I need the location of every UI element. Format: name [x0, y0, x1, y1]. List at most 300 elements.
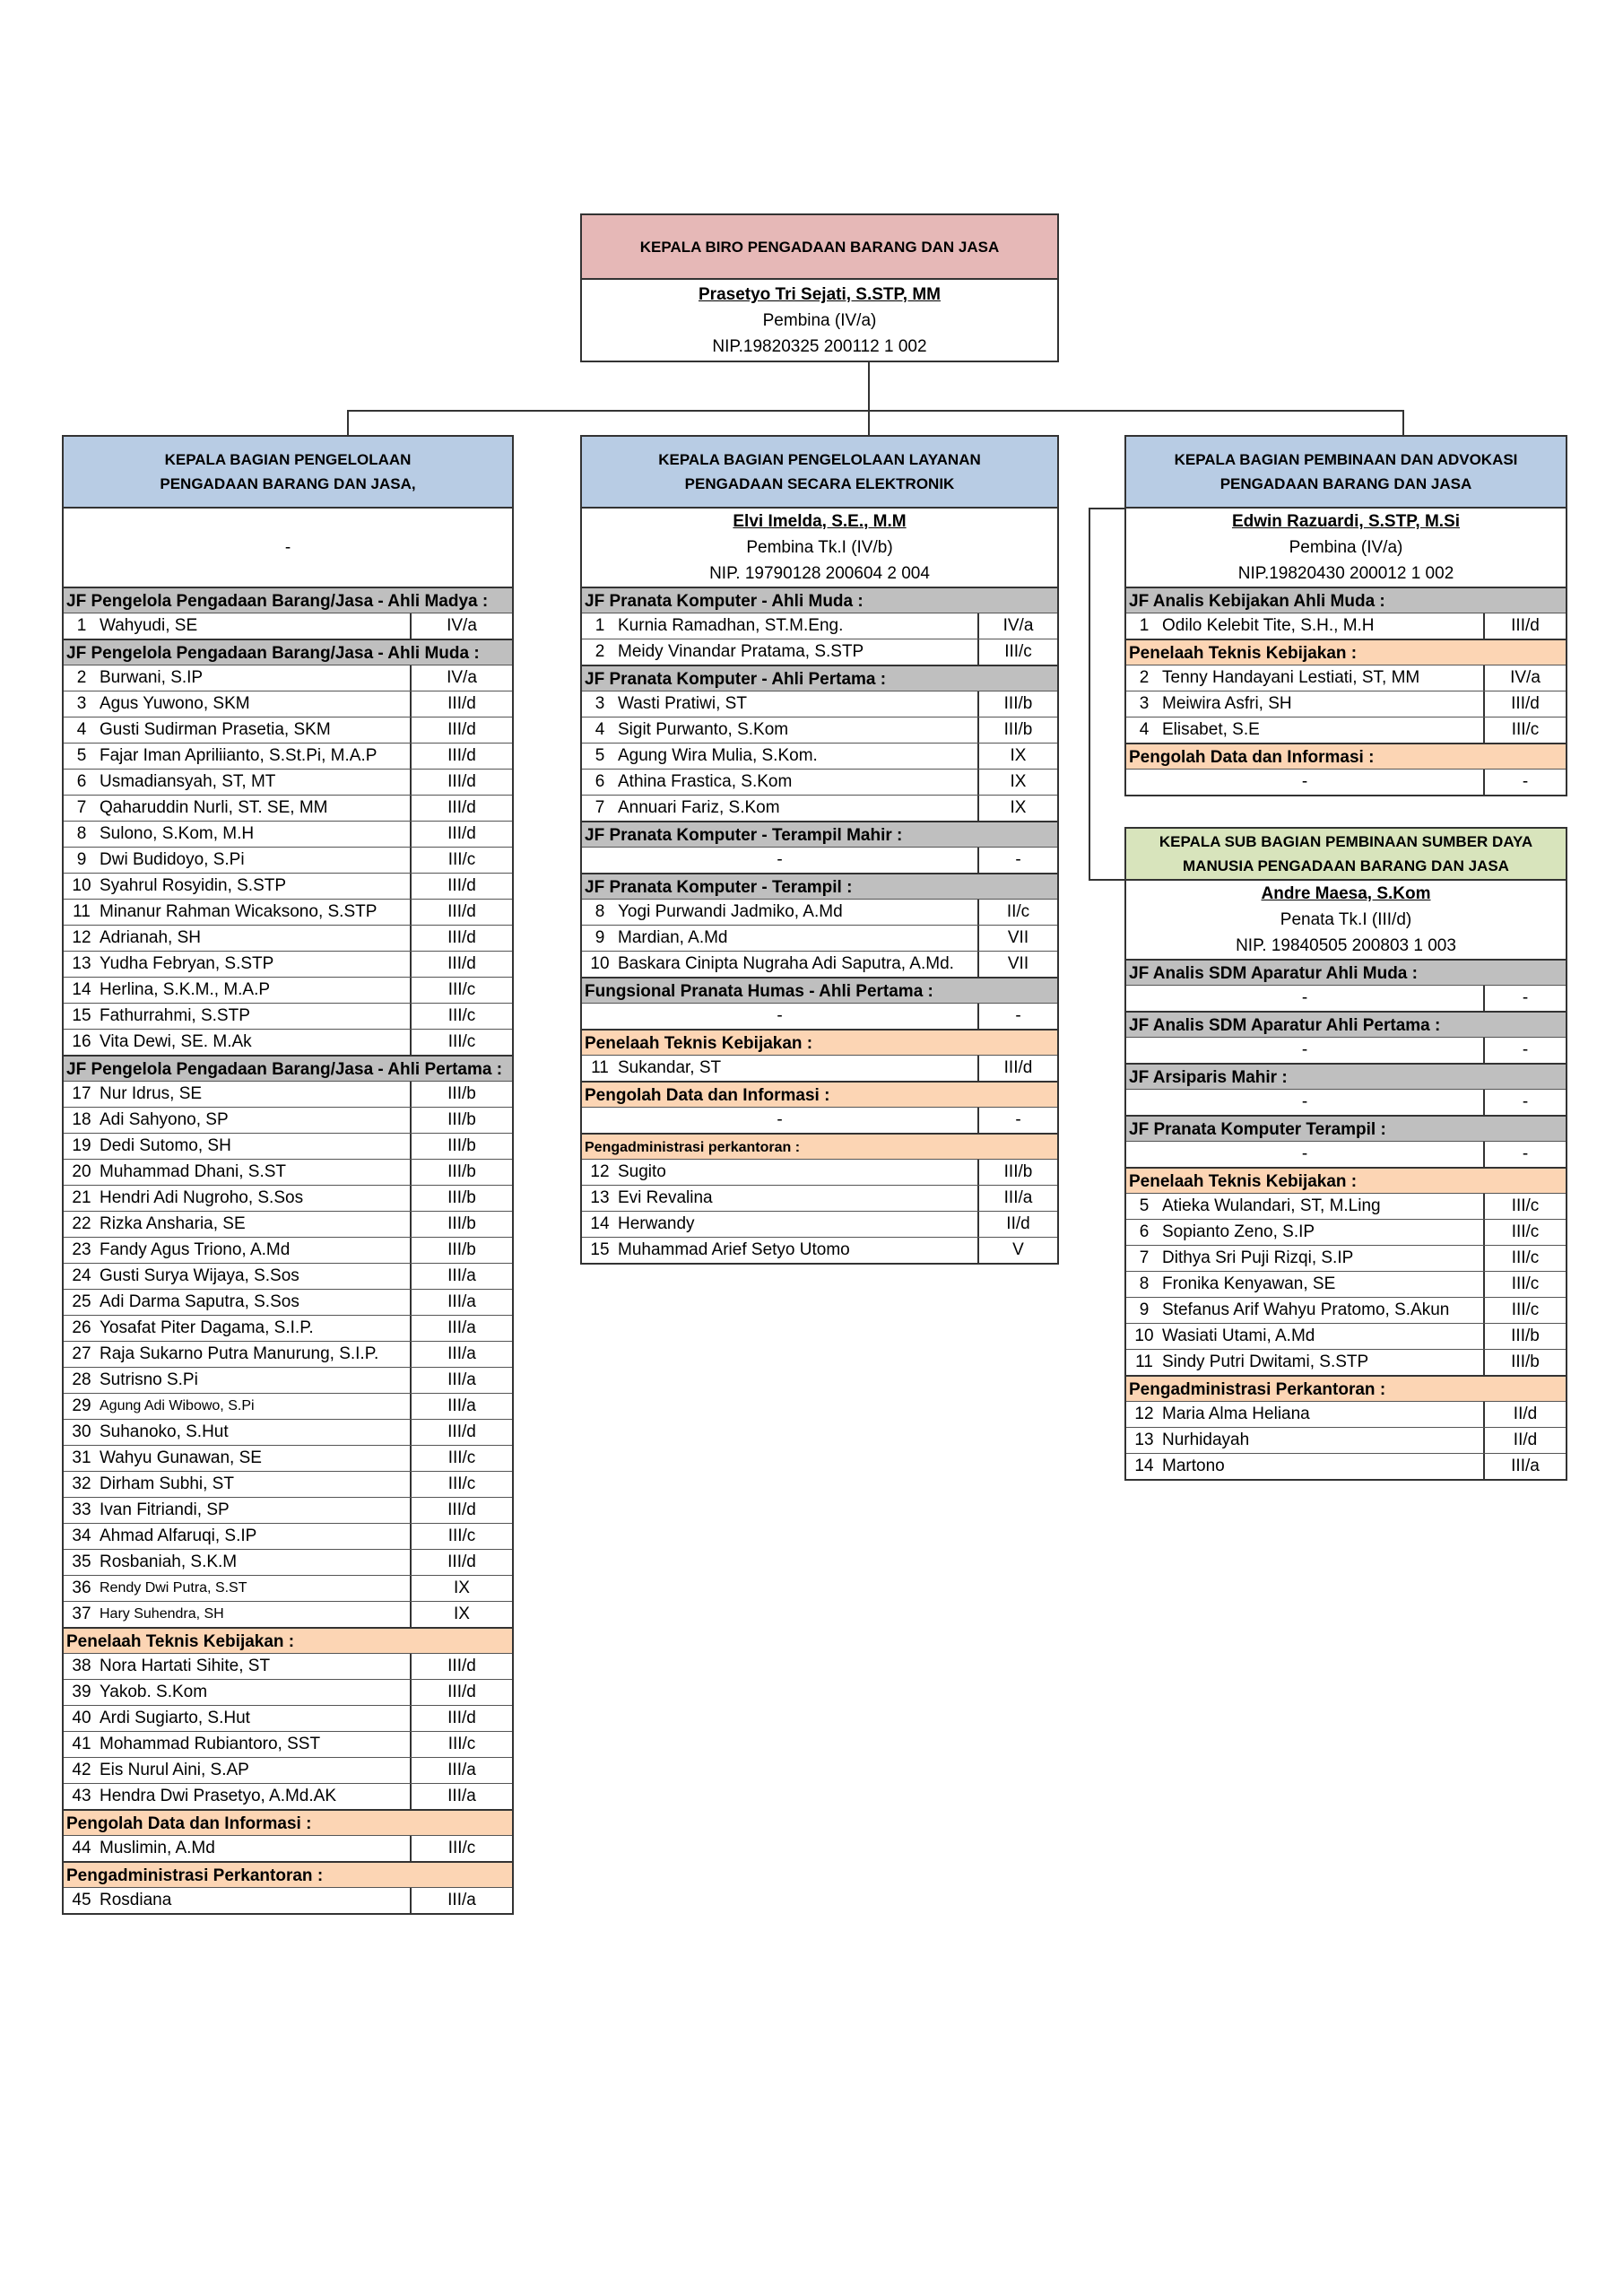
staff-row [1126, 1037, 1566, 1063]
staff-number: 5 [595, 746, 605, 765]
staff-name: Baskara Cinipta Nugraha Adi Saputra, A.Md. [618, 954, 954, 973]
staff-number: 14 [1134, 1457, 1154, 1475]
staff-number: 8 [76, 824, 87, 843]
staff-grade: III/a [410, 1784, 512, 1809]
staff-number: 14 [72, 980, 91, 999]
staff-name: Gusti Sudirman Prasetia, SKM [100, 720, 331, 739]
staff-number: 4 [1139, 720, 1150, 739]
staff-grade: III/c [410, 1030, 512, 1055]
staff-number: 12 [72, 928, 91, 947]
staff-grade: III/a [410, 1394, 512, 1419]
staff-row [582, 613, 1057, 639]
staff-row [582, 1055, 1057, 1081]
staff-row [64, 847, 512, 873]
staff-grade: III/c [1483, 1246, 1566, 1271]
staff-grade: III/b [410, 1186, 512, 1211]
staff-grade: - [1483, 1038, 1566, 1063]
col3-title [1126, 437, 1566, 509]
staff-grade: - [1483, 986, 1566, 1011]
col1-box [62, 435, 514, 1915]
staff-grade: III/d [410, 926, 512, 951]
staff-name: Annuari Fariz, S.Kom [618, 798, 780, 817]
staff-grade: III/a [410, 1368, 512, 1393]
staff-name: Sigit Purwanto, S.Kom [618, 720, 789, 739]
staff-row [64, 1653, 512, 1679]
staff-name: Muhammad Arief Setyo Utomo [618, 1240, 850, 1259]
staff-row [64, 1835, 512, 1861]
staff-number: 3 [76, 694, 87, 713]
staff-row [64, 743, 512, 769]
staff-grade: VII [977, 952, 1057, 977]
staff-number: 15 [72, 1006, 91, 1025]
staff-number: 33 [72, 1500, 91, 1519]
staff-grade: II/c [977, 900, 1057, 925]
staff-number: 3 [595, 694, 605, 713]
head-title: KEPALA BIRO PENGADAAN BARANG DAN JASA [582, 215, 1057, 280]
staff-row [582, 847, 1057, 873]
col3-nip: NIP.19820430 200012 1 002 [1237, 564, 1454, 583]
staff-name: Nur Idrus, SE [100, 1084, 203, 1103]
staff-name: Wahyu Gunawan, SE [100, 1448, 262, 1467]
col4-title-line2: MANUSIA PENGADAAN BARANG DAN JASA [1183, 857, 1509, 874]
staff-number: 24 [72, 1266, 91, 1285]
section-header: JF Pengelola Pengadaan Barang/Jasa - Ahli Madya : [64, 587, 512, 613]
staff-number: 30 [72, 1422, 91, 1441]
col4-roster [1126, 959, 1566, 1479]
staff-name: Odilo Kelebit Tite, S.H., M.H [1162, 616, 1375, 635]
staff-name: Rosbaniah, S.K.M [100, 1552, 238, 1571]
staff-grade: II/d [1483, 1428, 1566, 1453]
staff-grade: III/d [410, 1420, 512, 1445]
staff-number: 5 [1139, 1196, 1150, 1215]
staff-grade: III/b [977, 1160, 1057, 1185]
staff-name: Stefanus Arif Wahyu Pratomo, S.Akun [1162, 1300, 1450, 1319]
staff-number: 12 [590, 1162, 610, 1181]
staff-name: Herlina, S.K.M., M.A.P [100, 980, 271, 999]
staff-number: 5 [76, 746, 87, 765]
head-rank: Pembina (IV/a) [762, 311, 877, 330]
staff-name: Fajar Iman Apriliianto, S.St.Pi, M.A.P [100, 746, 378, 765]
section-header: JF Analis Kebijakan Ahli Muda : [1126, 587, 1566, 613]
staff-grade: III/b [977, 691, 1057, 717]
staff-name: Mardian, A.Md [618, 928, 728, 947]
col1-title [64, 437, 512, 509]
staff-number: 32 [72, 1474, 91, 1493]
staff-name: Agung Adi Wibowo, S.Pi [100, 1398, 255, 1413]
staff-number: 44 [72, 1839, 91, 1857]
staff-grade: III/d [410, 1706, 512, 1731]
staff-number: 11 [1135, 1352, 1153, 1371]
staff-number: 6 [1139, 1222, 1150, 1241]
staff-row [64, 1575, 512, 1601]
staff-grade: - [977, 1108, 1057, 1133]
staff-name: Wahyudi, SE [100, 616, 198, 635]
staff-grade: III/b [1483, 1324, 1566, 1349]
staff-name: Suhanoko, S.Hut [100, 1422, 229, 1441]
staff-row [582, 691, 1057, 717]
staff-row [582, 1185, 1057, 1211]
staff-row [64, 1471, 512, 1497]
staff-row [64, 1523, 512, 1549]
staff-grade: IV/a [410, 613, 512, 639]
staff-number: 41 [72, 1735, 91, 1753]
staff-grade: III/c [410, 1446, 512, 1471]
staff-number: 43 [72, 1787, 91, 1805]
staff-grade: III/d [410, 770, 512, 795]
staff-grade: III/b [977, 718, 1057, 743]
staff-row [64, 1185, 512, 1211]
staff-name: Mohammad Rubiantoro, SST [100, 1735, 321, 1753]
staff-grade: III/c [410, 1524, 512, 1549]
staff-row [582, 951, 1057, 977]
staff-grade: III/d [410, 952, 512, 977]
staff-number: 21 [72, 1188, 91, 1207]
staff-grade: III/d [977, 1056, 1057, 1081]
staff-number: 1 [76, 616, 87, 635]
staff-grade: III/d [410, 874, 512, 899]
staff-name: Raja Sukarno Putra Manurung, S.I.P. [100, 1344, 379, 1363]
section-header: Penelaah Teknis Kebijakan : [64, 1627, 512, 1653]
staff-row [64, 691, 512, 717]
empty-entry: - [1301, 1092, 1308, 1111]
staff-number: 2 [76, 668, 87, 687]
section-header: Pengadministrasi perkantoran : [582, 1133, 1057, 1159]
staff-row [582, 1237, 1057, 1263]
staff-name: Meiwira Asfri, SH [1162, 694, 1292, 713]
staff-grade: IV/a [1483, 665, 1566, 691]
staff-number: 13 [590, 1188, 610, 1207]
staff-row [64, 899, 512, 925]
staff-number: 9 [76, 850, 87, 869]
staff-row [1126, 1141, 1566, 1167]
empty-entry: - [777, 1006, 783, 1025]
staff-name: Wasti Pratiwi, ST [618, 694, 747, 713]
staff-number: 10 [590, 954, 610, 973]
staff-row [582, 899, 1057, 925]
staff-number: 8 [1139, 1274, 1150, 1293]
col3-name: Edwin Razuardi, S.STP, M.Si [1231, 512, 1461, 531]
staff-name: Kurnia Ramadhan, ST.M.Eng. [618, 616, 844, 635]
staff-name: Fandy Agus Triono, A.Md [100, 1240, 291, 1259]
staff-grade: III/a [410, 1290, 512, 1315]
col3-title-line1: KEPALA BAGIAN PEMBINAAN DAN ADVOKASI [1174, 451, 1518, 468]
section-header: JF Pranata Komputer - Terampil Mahir : [582, 821, 1057, 847]
staff-name: Qaharuddin Nurli, ST. SE, MM [100, 798, 328, 817]
staff-number: 10 [72, 876, 91, 895]
staff-row [64, 925, 512, 951]
staff-grade: III/b [410, 1082, 512, 1107]
section-header: JF Pengelola Pengadaan Barang/Jasa - Ahli Pertama : [64, 1055, 512, 1081]
staff-name: Dirham Subhi, ST [100, 1474, 234, 1493]
staff-row [1126, 1193, 1566, 1219]
staff-grade: III/d [410, 691, 512, 717]
section-header: Penelaah Teknis Kebijakan : [1126, 1167, 1566, 1193]
staff-name: Dwi Budidoyo, S.Pi [100, 850, 245, 869]
staff-grade: IV/a [977, 613, 1057, 639]
staff-grade: III/d [1483, 613, 1566, 639]
staff-name: Rosdiana [100, 1891, 172, 1909]
staff-row [582, 1003, 1057, 1029]
staff-name: Adi Sahyono, SP [100, 1110, 229, 1129]
staff-name: Burwani, S.IP [100, 668, 204, 687]
staff-number: 29 [72, 1396, 91, 1415]
staff-name: Tenny Handayani Lestiati, ST, MM [1162, 668, 1420, 687]
staff-number: 22 [72, 1214, 91, 1233]
staff-grade: - [977, 848, 1057, 873]
staff-grade: III/d [410, 1680, 512, 1705]
staff-name: Dedi Sutomo, SH [100, 1136, 231, 1155]
staff-grade: - [1483, 1090, 1566, 1115]
staff-number: 2 [595, 642, 605, 661]
staff-row [582, 743, 1057, 769]
staff-row [64, 1731, 512, 1757]
staff-name: Fronika Kenyawan, SE [1162, 1274, 1336, 1293]
empty-entry: - [777, 1110, 783, 1129]
staff-number: 3 [1139, 694, 1150, 713]
staff-name: Ivan Fitriandi, SP [100, 1500, 230, 1519]
staff-grade: II/d [977, 1212, 1057, 1237]
col1-title-line2: PENGADAAN BARANG DAN JASA, [160, 475, 416, 492]
staff-row [64, 1289, 512, 1315]
staff-grade: III/c [1483, 1194, 1566, 1219]
staff-number: 7 [1139, 1248, 1150, 1267]
col4-info [1126, 881, 1566, 959]
staff-row [582, 717, 1057, 743]
staff-grade: III/c [410, 1472, 512, 1497]
staff-grade: III/d [1483, 691, 1566, 717]
staff-row [64, 1601, 512, 1627]
staff-number: 8 [595, 902, 605, 921]
staff-grade: III/c [410, 978, 512, 1003]
staff-row [64, 1315, 512, 1341]
connector-col2 [868, 410, 870, 435]
staff-row [64, 1237, 512, 1263]
connector-col1 [347, 410, 349, 435]
staff-row [1126, 1245, 1566, 1271]
staff-row [64, 613, 512, 639]
staff-row [582, 925, 1057, 951]
connector-horizontal [347, 410, 1404, 412]
col4-box [1124, 827, 1567, 1481]
staff-name: Yudha Febryan, S.STP [100, 954, 274, 973]
staff-number: 10 [1134, 1326, 1154, 1345]
staff-name: Sindy Putri Dwitami, S.STP [1162, 1352, 1369, 1371]
section-header: Penelaah Teknis Kebijakan : [1126, 639, 1566, 665]
section-header: JF Pranata Komputer - Ahli Muda : [582, 587, 1057, 613]
staff-grade: III/c [1483, 1220, 1566, 1245]
staff-row [1126, 1297, 1566, 1323]
connector-sub-bottom [1089, 879, 1126, 881]
staff-number: 4 [595, 720, 605, 739]
staff-row [64, 1159, 512, 1185]
staff-grade: III/a [410, 1758, 512, 1783]
staff-name: Nurhidayah [1162, 1431, 1250, 1449]
staff-number: 1 [595, 616, 605, 635]
staff-grade: III/b [410, 1134, 512, 1159]
staff-number: 18 [72, 1110, 91, 1129]
staff-name: Sopianto Zeno, S.IP [1162, 1222, 1315, 1241]
head-box [580, 213, 1059, 362]
col2-nip: NIP. 19790128 200604 2 004 [709, 564, 930, 583]
staff-row [64, 769, 512, 795]
empty-entry: - [1301, 1144, 1308, 1163]
staff-row [64, 795, 512, 821]
staff-name: Hendri Adi Nugroho, S.Sos [100, 1188, 304, 1207]
staff-grade: III/c [410, 848, 512, 873]
section-header: JF Pranata Komputer - Terampil : [582, 873, 1057, 899]
staff-grade: III/b [410, 1238, 512, 1263]
section-header: Pengolah Data dan Informasi : [64, 1809, 512, 1835]
staff-row [64, 1705, 512, 1731]
section-header: Fungsional Pranata Humas - Ahli Pertama : [582, 977, 1057, 1003]
staff-grade: III/d [410, 1498, 512, 1523]
staff-row [64, 1107, 512, 1133]
staff-row [1126, 985, 1566, 1011]
staff-grade: III/c [1483, 1272, 1566, 1297]
section-header: JF Pengelola Pengadaan Barang/Jasa - Ahli Muda : [64, 639, 512, 665]
staff-name: Atieka Wulandari, ST, M.Ling [1162, 1196, 1381, 1215]
col2-title-line1: KEPALA BAGIAN PENGELOLAAN LAYANAN [658, 451, 981, 468]
staff-name: Sukandar, ST [618, 1058, 722, 1077]
staff-row [1126, 691, 1566, 717]
staff-name: Agus Yuwono, SKM [100, 694, 250, 713]
staff-grade: - [1483, 770, 1566, 795]
staff-row [1126, 665, 1566, 691]
staff-number: 9 [1139, 1300, 1150, 1319]
staff-name: Yogi Purwandi Jadmiko, A.Md [618, 902, 843, 921]
staff-name: Usmadiansyah, ST, MT [100, 772, 276, 791]
staff-name: Muhammad Dhani, S.ST [100, 1162, 287, 1181]
staff-name: Hary Suhendra, SH [100, 1606, 224, 1622]
staff-row [1126, 1453, 1566, 1479]
col1-roster [64, 587, 512, 1913]
col2-roster [582, 587, 1057, 1263]
staff-number: 13 [72, 954, 91, 973]
staff-number: 38 [72, 1657, 91, 1675]
staff-name: Wasiati Utami, A.Md [1162, 1326, 1315, 1345]
head-nip: NIP.19820325 200112 1 002 [712, 337, 927, 356]
staff-grade: III/b [410, 1212, 512, 1237]
staff-number: 15 [590, 1240, 610, 1259]
staff-name: Ahmad Alfaruqi, S.IP [100, 1526, 257, 1545]
staff-name: Elisabet, S.E [1162, 720, 1260, 739]
staff-grade: IX [977, 796, 1057, 821]
staff-name: Rendy Dwi Putra, S.ST [100, 1580, 247, 1596]
staff-row [64, 977, 512, 1003]
staff-row [64, 873, 512, 899]
head-info [582, 280, 1057, 361]
staff-row [64, 1367, 512, 1393]
staff-number: 35 [72, 1552, 91, 1571]
section-header: JF Arsiparis Mahir : [1126, 1063, 1566, 1089]
section-header: JF Analis SDM Aparatur Ahli Muda : [1126, 959, 1566, 985]
staff-row [64, 1393, 512, 1419]
col4-title-line1: KEPALA SUB BAGIAN PEMBINAAN SUMBER DAYA [1159, 833, 1533, 850]
staff-name: Syahrul Rosyidin, S.STP [100, 876, 287, 895]
staff-number: 28 [72, 1370, 91, 1389]
staff-row [64, 951, 512, 977]
staff-grade: V [977, 1238, 1057, 1263]
staff-number: 39 [72, 1683, 91, 1701]
section-header: JF Analis SDM Aparatur Ahli Pertama : [1126, 1011, 1566, 1037]
col2-rank: Pembina Tk.I (IV/b) [746, 538, 893, 557]
staff-number: 2 [1139, 668, 1150, 687]
staff-number: 36 [72, 1578, 91, 1597]
staff-grade: IX [410, 1602, 512, 1627]
staff-number: 11 [73, 902, 91, 921]
staff-row [582, 795, 1057, 821]
staff-grade: III/d [410, 796, 512, 821]
col4-title [1126, 829, 1566, 881]
staff-grade: III/a [1483, 1454, 1566, 1479]
staff-grade: IX [410, 1576, 512, 1601]
staff-row [64, 1133, 512, 1159]
col3-box [1124, 435, 1567, 796]
staff-number: 19 [72, 1136, 91, 1155]
staff-name: Athina Frastica, S.Kom [618, 772, 793, 791]
staff-name: Agung Wira Mulia, S.Kom. [618, 746, 818, 765]
staff-grade: III/d [410, 1654, 512, 1679]
staff-grade: III/b [410, 1108, 512, 1133]
col3-roster [1126, 587, 1566, 795]
staff-grade: III/d [410, 744, 512, 769]
empty-entry: - [1301, 772, 1308, 791]
staff-row [582, 1211, 1057, 1237]
head-name: Prasetyo Tri Sejati, S.STP, MM [699, 285, 941, 304]
section-header: Pengadministrasi Perkantoran : [64, 1861, 512, 1887]
col1-official: - [284, 538, 291, 557]
col3-info [1126, 509, 1566, 587]
staff-grade: III/b [1483, 1350, 1566, 1375]
staff-number: 6 [76, 772, 87, 791]
staff-name: Rizka Ansharia, SE [100, 1214, 246, 1233]
staff-name: Fathurrahmi, S.STP [100, 1006, 250, 1025]
col4-nip: NIP. 19840505 200803 1 003 [1236, 936, 1456, 955]
staff-grade: IV/a [410, 665, 512, 691]
staff-row [64, 1445, 512, 1471]
staff-name: Adi Darma Saputra, S.Sos [100, 1292, 299, 1311]
staff-number: 16 [72, 1032, 91, 1051]
staff-number: 14 [590, 1214, 610, 1233]
staff-row [64, 1029, 512, 1055]
staff-grade: III/c [410, 1836, 512, 1861]
staff-row [64, 1263, 512, 1289]
staff-number: 34 [72, 1526, 91, 1545]
staff-row [64, 821, 512, 847]
staff-name: Sugito [618, 1162, 666, 1181]
section-header: JF Pranata Komputer Terampil : [1126, 1115, 1566, 1141]
staff-row [1126, 1401, 1566, 1427]
staff-number: 1 [1139, 616, 1150, 635]
staff-row [582, 769, 1057, 795]
staff-row [1126, 1271, 1566, 1297]
staff-row [1126, 1427, 1566, 1453]
staff-number: 40 [72, 1709, 91, 1727]
staff-row [64, 1081, 512, 1107]
staff-grade: III/b [410, 1160, 512, 1185]
staff-row [1126, 1089, 1566, 1115]
staff-name: Evi Revalina [618, 1188, 713, 1207]
staff-number: 23 [72, 1240, 91, 1259]
staff-row [64, 1783, 512, 1809]
staff-grade: III/a [410, 1342, 512, 1367]
col2-info [582, 509, 1057, 587]
staff-number: 4 [76, 720, 87, 739]
section-header: JF Pranata Komputer - Ahli Pertama : [582, 665, 1057, 691]
connector-sub-vertical [1089, 508, 1090, 881]
staff-name: Yakob. S.Kom [100, 1683, 208, 1701]
staff-row [1126, 769, 1566, 795]
